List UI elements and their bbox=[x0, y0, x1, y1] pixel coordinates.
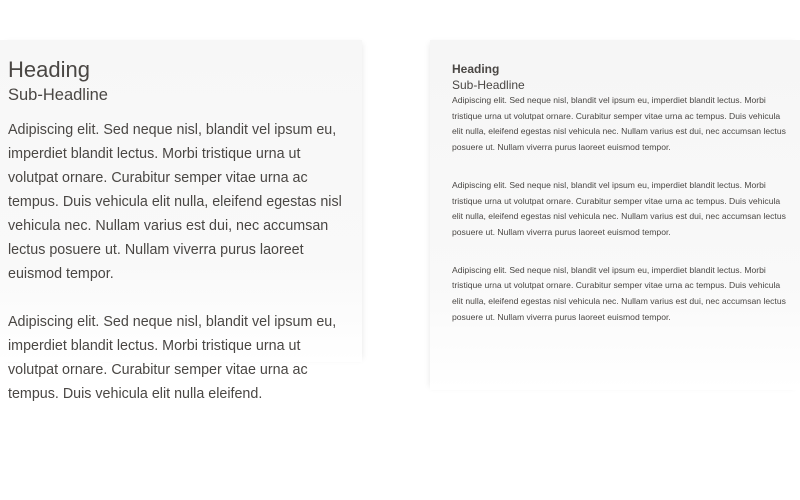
small-heading: Heading bbox=[452, 62, 500, 76]
small-body-paragraph: Adipiscing elit. Sed neque nisl, blandit vel ipsum eu, imperdiet blandit lectus. Morbi tristique urna ut volutpat ornare. Curabitur semper vitae urna ac tempus. Duis vehicula elit nulla, eleifend egestas nisl vehicula nec. Nullam varius est dui, nec accumsan lectus posuere ut. Nullam viverra purus laoreet euismod tempor. bbox=[452, 95, 786, 153]
large-heading: Heading bbox=[8, 57, 90, 82]
large-subheadline: Sub-Headline bbox=[8, 86, 108, 104]
small-type-sample bbox=[452, 62, 792, 325]
small-body-paragraph: Adipiscing elit. Sed neque nisl, blandit vel ipsum eu, imperdiet blandit lectus. Morbi tristique urna ut volutpat ornare. Curabitur semper vitae urna ac tempus. Duis vehicula elit nulla, eleifend egestas nisl vehicula nec. Nullam varius est dui, nec accumsan lectus posuere ut. Nullam viverra purus laoreet euismod tempor. bbox=[452, 179, 786, 237]
small-subheadline: Sub-Headline bbox=[452, 78, 525, 92]
large-type-sample bbox=[8, 56, 348, 406]
small-body-paragraph: Adipiscing elit. Sed neque nisl, blandit vel ipsum eu, imperdiet blandit lectus. Morbi tristique urna ut volutpat ornare. Curabitur semper vitae urna ac tempus. Duis vehicula elit nulla, eleifend egestas nisl vehicula nec. Nullam varius est dui, nec accumsan lectus posuere ut. Nullam viverra purus laoreet euismod tempor. bbox=[452, 264, 786, 322]
large-body-paragraph: Adipiscing elit. Sed neque nisl, blandit vel ipsum eu, imperdiet blandit lectus. Morbi tristique urna ut volutpat ornare. Curabitur semper vitae urna ac tempus. Duis vehicula elit nulla eleifend. bbox=[8, 314, 337, 402]
large-body-paragraph: Adipiscing elit. Sed neque nisl, blandit vel ipsum eu, imperdiet blandit lectus. Morbi tristique urna ut volutpat ornare. Curabitur semper vitae urna ac tempus. Duis vehicula elit nulla, eleifend egestas nisl vehicula nec. Nullam varius est dui, nec accumsan lectus posuere ut. Nullam viverra purus laoreet euismod tempor. bbox=[8, 122, 342, 282]
